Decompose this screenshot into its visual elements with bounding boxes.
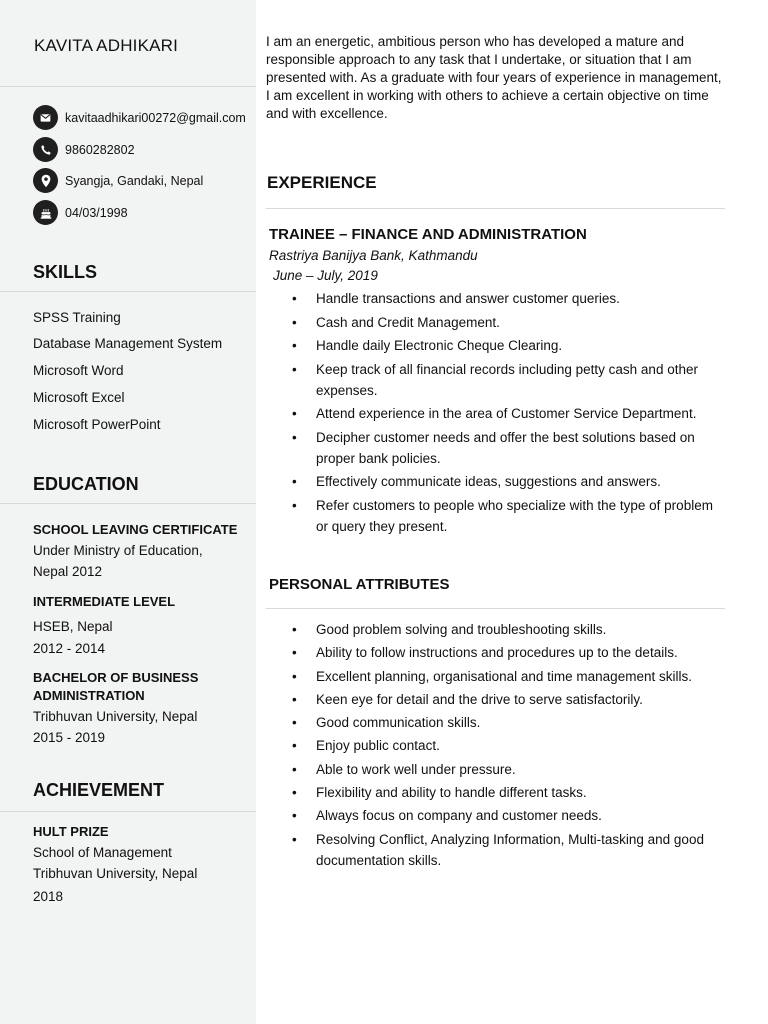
- experience-heading: EXPERIENCE: [267, 173, 377, 192]
- summary-line: I am an energetic, ambitious person who has developed a mature and: [266, 34, 685, 49]
- education-detail: 2012 - 2014: [33, 641, 106, 656]
- summary-paragraph: [266, 33, 744, 123]
- phone-icon: [33, 137, 58, 162]
- attributes-heading: PERSONAL ATTRIBUTES: [269, 576, 450, 593]
- list-item: • Flexibility and ability to handle different tasks.: [285, 782, 745, 803]
- skill-item: Microsoft PowerPoint: [33, 417, 161, 432]
- education-detail: Nepal 2012: [33, 564, 103, 579]
- education-title: SCHOOL LEAVING CERTIFICATE: [33, 522, 238, 537]
- job-company: Rastriya Banijya Bank, Kathmandu: [269, 248, 478, 263]
- summary-line: and with excellence.: [266, 106, 388, 121]
- list-item-line: • Refer customers to people who specialize with the type of problem: [316, 497, 713, 513]
- summary-line: presented with. As a graduate with four years of experience in management,: [266, 70, 722, 85]
- achievement-heading: ACHIEVEMENT: [33, 780, 165, 800]
- list-item: [285, 829, 745, 871]
- skill-item: Microsoft Word: [33, 363, 124, 378]
- list-item: • Keen eye for detail and the drive to serve satisfactorily.: [285, 689, 745, 710]
- education-title: BACHELOR OF BUSINESS: [33, 670, 199, 685]
- divider: [0, 86, 256, 87]
- education-title: ADMINISTRATION: [33, 688, 145, 703]
- education-heading: EDUCATION: [33, 474, 139, 494]
- list-item-line: expenses.: [316, 382, 378, 398]
- achievement-detail: Tribhuvan University, Nepal: [33, 866, 198, 881]
- divider: [266, 608, 725, 609]
- list-item-line: • Keep track of all financial records including petty cash and other: [316, 361, 698, 377]
- cake-icon: [33, 200, 58, 225]
- education-detail: Under Ministry of Education,: [33, 543, 203, 558]
- contact-email: [33, 105, 246, 130]
- list-item: • Ability to follow instructions and procedures up to the details.: [285, 642, 745, 663]
- list-item-line: proper bank policies.: [316, 450, 441, 466]
- skill-item: Microsoft Excel: [33, 390, 125, 405]
- list-item: • Able to work well under pressure.: [285, 759, 745, 780]
- list-item: [285, 427, 745, 469]
- achievement-detail: 2018: [33, 889, 64, 904]
- divider: [0, 503, 256, 504]
- education-detail: 2015 - 2019: [33, 730, 106, 745]
- list-item-line: or query they present.: [316, 518, 448, 534]
- phone-text: 9860282802: [65, 142, 135, 157]
- job-period: June – July, 2019: [273, 268, 378, 283]
- skills-heading: SKILLS: [33, 262, 98, 282]
- contact-location: [33, 168, 203, 193]
- list-item-line: • Decipher customer needs and offer the best solutions based on: [316, 429, 695, 445]
- list-item: [285, 495, 745, 537]
- education-title: INTERMEDIATE LEVEL: [33, 594, 176, 609]
- divider: [266, 208, 725, 209]
- contact-phone: [33, 137, 135, 162]
- list-item: • Handle transactions and answer customer queries.: [285, 288, 745, 309]
- email-text: kavitaadhikari00272@gmail.com: [65, 110, 246, 125]
- education-detail: HSEB, Nepal: [33, 619, 113, 634]
- summary-line: responsible approach to any task that I undertake, or situation that I am: [266, 52, 692, 67]
- skill-item: SPSS Training: [33, 310, 121, 325]
- list-item: • Always focus on company and customer needs.: [285, 805, 745, 826]
- list-item-line: • Resolving Conflict, Analyzing Information, Multi-tasking and good: [316, 831, 704, 847]
- attributes-list: [285, 619, 745, 871]
- list-item: • Effectively communicate ideas, suggestions and answers.: [285, 471, 745, 492]
- job-duties-list: [285, 288, 745, 537]
- candidate-name: KAVITA ADHIKARI: [34, 36, 179, 55]
- list-item: • Good communication skills.: [285, 712, 745, 733]
- contact-birthday: [33, 200, 128, 225]
- list-item: • Excellent planning, organisational and time management skills.: [285, 666, 745, 687]
- location-pin-icon: [33, 168, 58, 193]
- job-title: TRAINEE – FINANCE AND ADMINISTRATION: [269, 226, 587, 243]
- list-item: • Attend experience in the area of Customer Service Department.: [285, 403, 745, 424]
- divider: [0, 291, 256, 292]
- list-item: • Cash and Credit Management.: [285, 312, 745, 333]
- achievement-detail: School of Management: [33, 845, 172, 860]
- list-item: • Handle daily Electronic Cheque Clearing.: [285, 335, 745, 356]
- achievement-title: HULT PRIZE: [33, 824, 109, 839]
- mail-icon: [33, 105, 58, 130]
- birthday-text: 04/03/1998: [65, 205, 128, 220]
- divider: [0, 811, 256, 812]
- summary-line: I am excellent in working with others to achieve a certain objective on time: [266, 88, 709, 103]
- list-item: • Good problem solving and troubleshooting skills.: [285, 619, 745, 640]
- skill-item: Database Management System: [33, 336, 223, 351]
- list-item: • Enjoy public contact.: [285, 735, 745, 756]
- list-item: [285, 359, 745, 401]
- location-text: Syangja, Gandaki, Nepal: [65, 173, 204, 188]
- list-item-line: documentation skills.: [316, 852, 442, 868]
- education-detail: Tribhuvan University, Nepal: [33, 709, 198, 724]
